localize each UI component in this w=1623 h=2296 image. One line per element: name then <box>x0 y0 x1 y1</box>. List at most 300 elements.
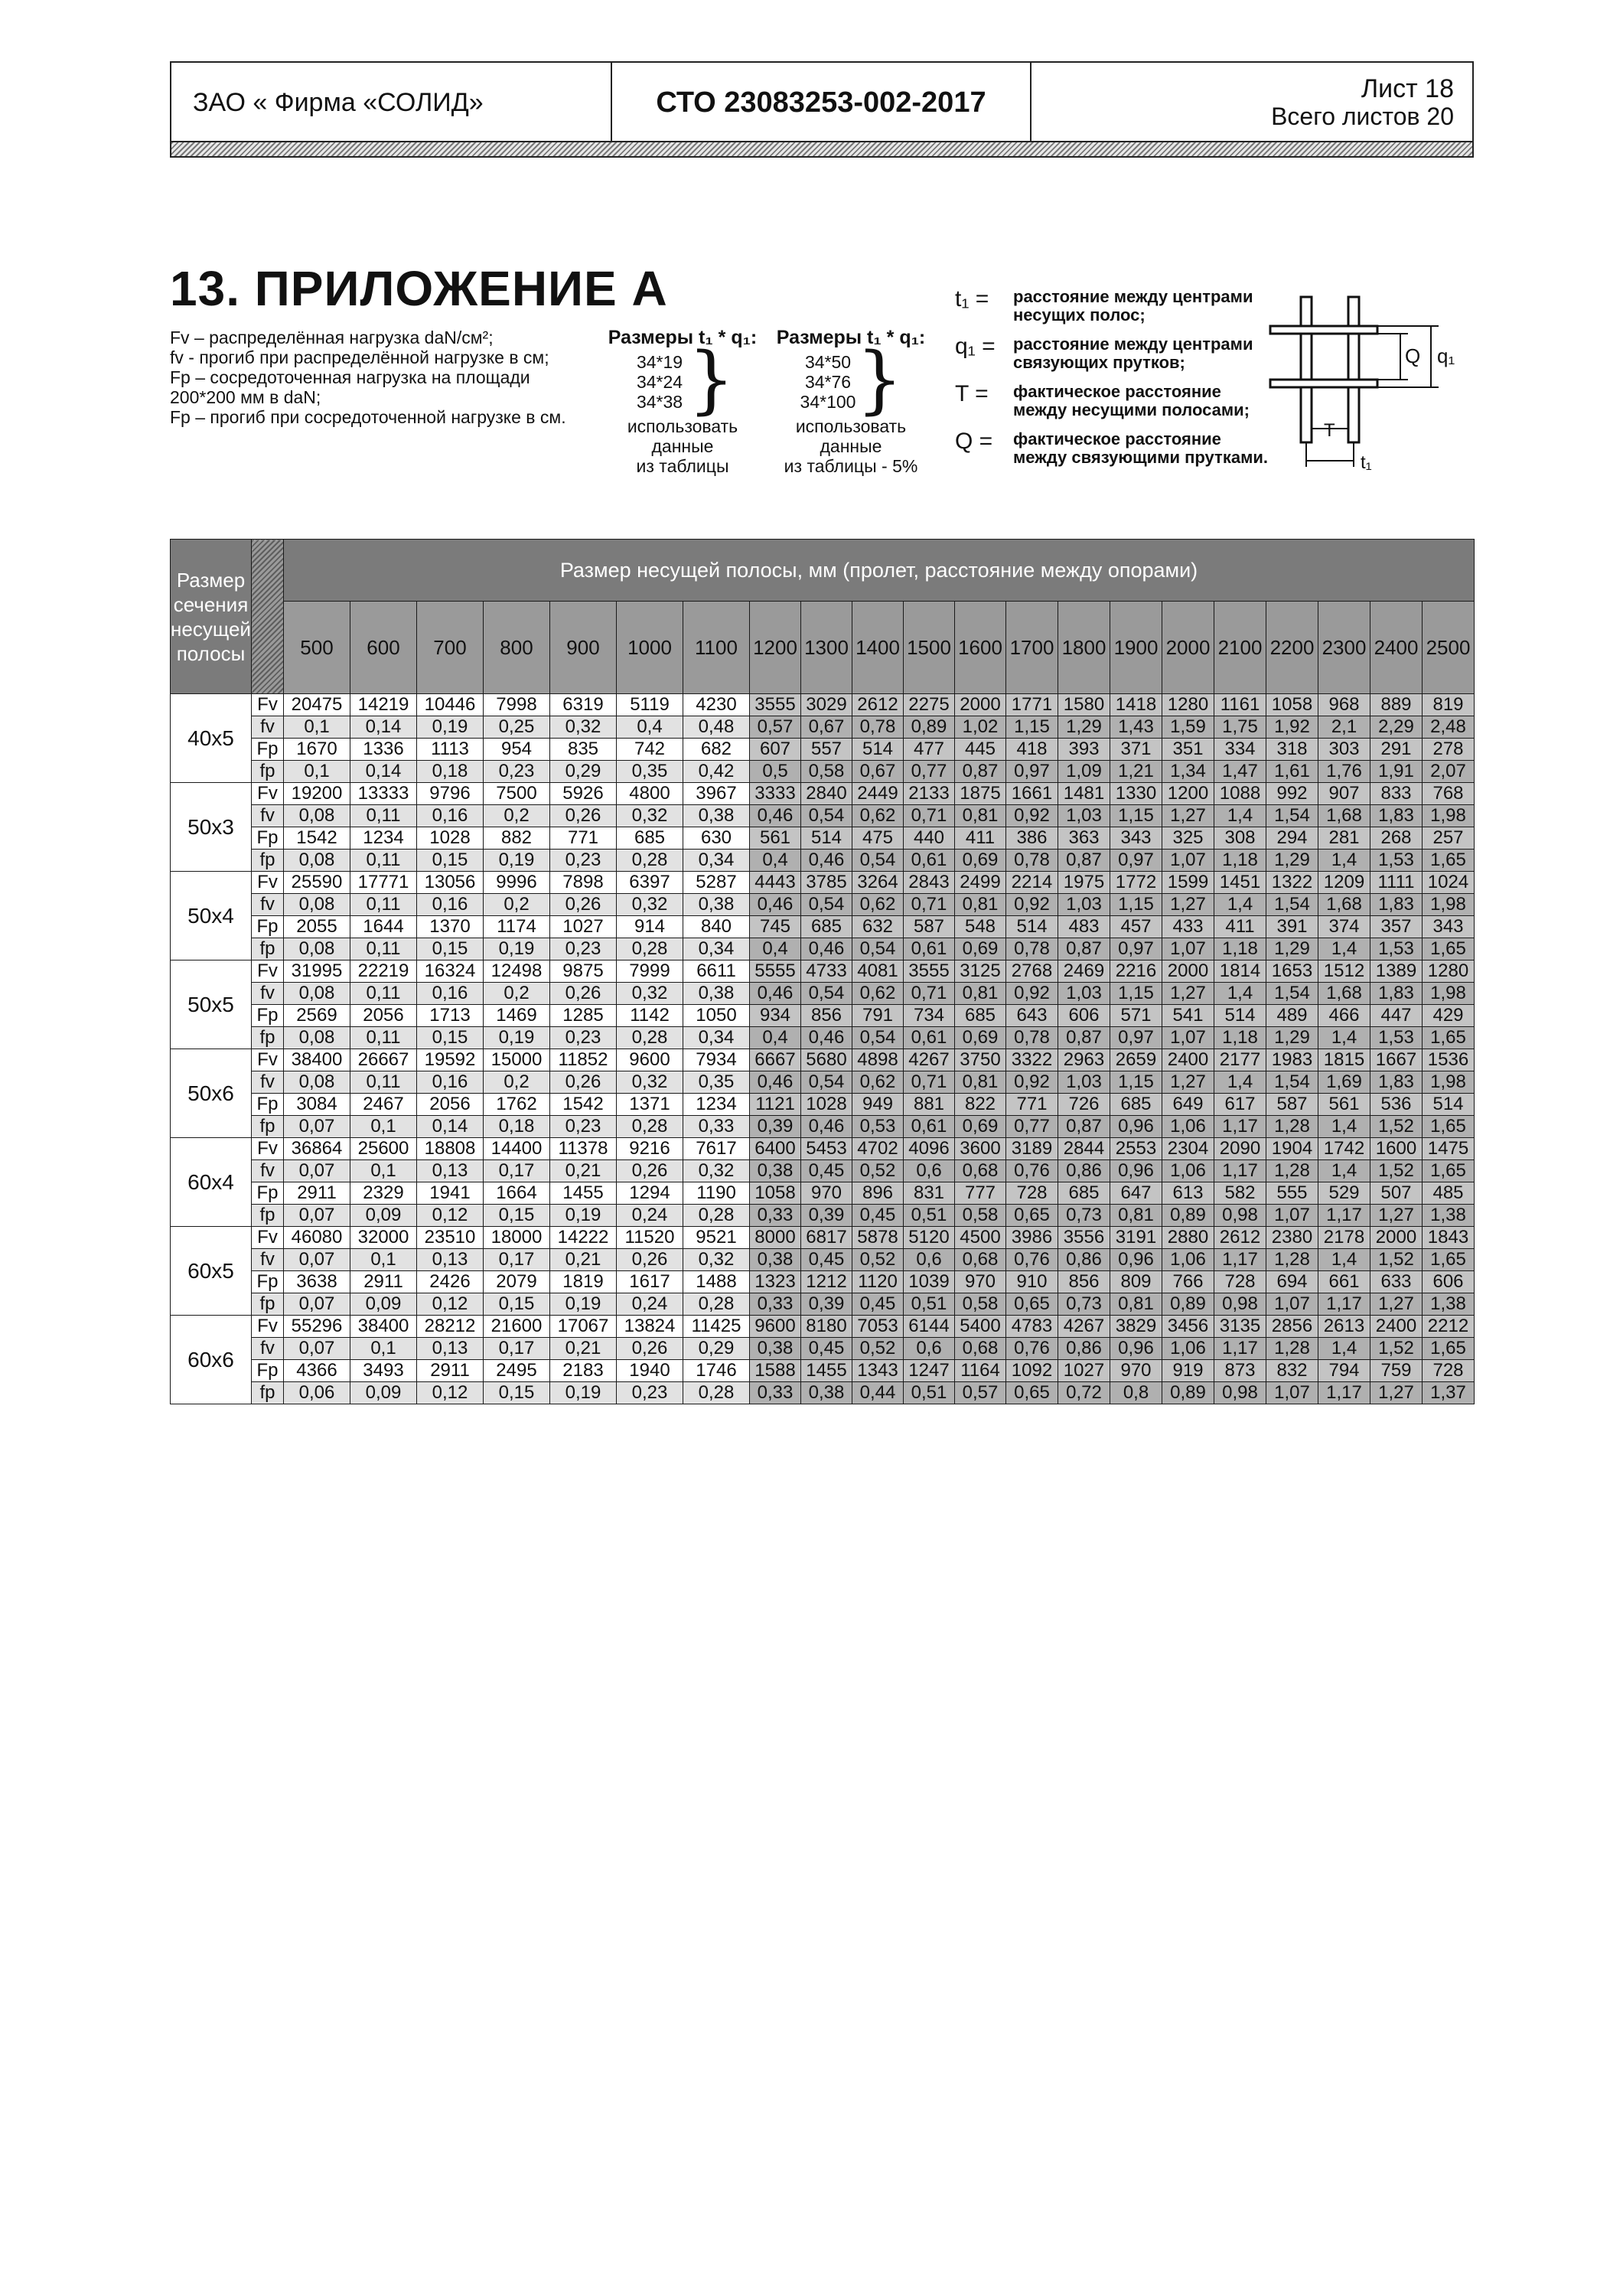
value-cell: 391 <box>1266 916 1318 938</box>
value-cell: 0,58 <box>955 1293 1006 1316</box>
param-label: Fp <box>252 1094 284 1116</box>
value-cell: 278 <box>1423 739 1475 761</box>
value-cell: 881 <box>904 1094 955 1116</box>
value-cell: 0,96 <box>1110 1160 1162 1182</box>
value-cell: 771 <box>1006 1094 1058 1116</box>
value-cell: 3493 <box>350 1360 417 1382</box>
value-cell: 1,76 <box>1318 761 1370 783</box>
value-cell: 1941 <box>417 1182 484 1205</box>
value-cell: 16324 <box>417 960 484 983</box>
value-cell: 1,98 <box>1423 805 1475 827</box>
value-cell: 1,07 <box>1162 1027 1214 1049</box>
value-cell: 1027 <box>1058 1360 1110 1382</box>
value-cell: 1,28 <box>1266 1116 1318 1138</box>
value-cell: 1028 <box>417 827 484 850</box>
value-cell: 1,17 <box>1318 1205 1370 1227</box>
value-cell: 0,23 <box>550 850 617 872</box>
table-row <box>171 1116 1475 1138</box>
value-cell: 10446 <box>417 694 484 716</box>
value-cell: 1,68 <box>1318 894 1370 916</box>
value-cell: 0,61 <box>904 1027 955 1049</box>
value-cell: 0,26 <box>617 1338 683 1360</box>
value-cell: 4500 <box>955 1227 1006 1249</box>
value-cell: 3029 <box>801 694 852 716</box>
value-cell: 2449 <box>852 783 904 805</box>
value-cell: 0,78 <box>852 716 904 739</box>
value-cell: 0,2 <box>484 983 550 1005</box>
value-cell: 3191 <box>1110 1227 1162 1249</box>
load-table <box>170 539 1475 1404</box>
table-row <box>171 761 1475 783</box>
value-cell: 466 <box>1318 1005 1370 1027</box>
param-label: Fp <box>252 1005 284 1027</box>
value-cell: 0,51 <box>904 1293 955 1316</box>
value-cell: 1644 <box>350 916 417 938</box>
value-cell: 777 <box>955 1182 1006 1205</box>
value-cell: 0,32 <box>683 1160 750 1182</box>
value-cell: 0,08 <box>284 850 350 872</box>
value-cell: 1,34 <box>1162 761 1214 783</box>
value-cell: 742 <box>617 739 683 761</box>
value-cell: 0,46 <box>750 983 801 1005</box>
value-cell: 26667 <box>350 1049 417 1071</box>
value-cell: 587 <box>1266 1094 1318 1116</box>
value-cell: 5555 <box>750 960 801 983</box>
table-row <box>171 1182 1475 1205</box>
value-cell: 1280 <box>1423 960 1475 983</box>
table-row <box>171 1205 1475 1227</box>
value-cell: 0,07 <box>284 1116 350 1138</box>
value-cell: 2329 <box>350 1182 417 1205</box>
span-header: 1400 <box>852 602 904 694</box>
param-label: fv <box>252 805 284 827</box>
span-header: 2000 <box>1162 602 1214 694</box>
sizes-group-a <box>598 328 767 476</box>
value-cell: 11520 <box>617 1227 683 1249</box>
param-label: Fv <box>252 872 284 894</box>
value-cell: 1772 <box>1110 872 1162 894</box>
value-cell: 0,11 <box>350 805 417 827</box>
value-cell: 514 <box>1006 916 1058 938</box>
value-cell: 9796 <box>417 783 484 805</box>
param-label: fv <box>252 894 284 916</box>
value-cell: 1742 <box>1318 1138 1370 1160</box>
value-cell: 0,46 <box>750 894 801 916</box>
value-cell: 0,68 <box>955 1338 1006 1360</box>
value-cell: 0,35 <box>683 1071 750 1094</box>
value-cell: 1120 <box>852 1271 904 1293</box>
value-cell: 1209 <box>1318 872 1370 894</box>
size-value: 34*76 <box>804 372 852 392</box>
table-row <box>171 1071 1475 1094</box>
value-cell: 2963 <box>1058 1049 1110 1071</box>
value-cell: 13056 <box>417 872 484 894</box>
value-cell: 1024 <box>1423 872 1475 894</box>
value-cell: 0,42 <box>683 761 750 783</box>
value-cell: 0,15 <box>417 938 484 960</box>
value-cell: 1,52 <box>1370 1116 1423 1138</box>
value-cell: 0,97 <box>1006 761 1058 783</box>
value-cell: 0,23 <box>550 1116 617 1138</box>
value-cell: 0,58 <box>955 1205 1006 1227</box>
value-cell: 1542 <box>550 1094 617 1116</box>
value-cell: 1512 <box>1318 960 1370 983</box>
section-name: 50x3 <box>171 783 252 872</box>
value-cell: 0,8 <box>1110 1382 1162 1404</box>
value-cell: 1475 <box>1423 1138 1475 1160</box>
param-label: Fp <box>252 1182 284 1205</box>
value-cell: 0,71 <box>904 983 955 1005</box>
value-cell: 0,69 <box>955 1027 1006 1049</box>
value-cell: 4443 <box>750 872 801 894</box>
value-cell: 0,12 <box>417 1293 484 1316</box>
table-row <box>171 1316 1475 1338</box>
value-cell: 1200 <box>1162 783 1214 805</box>
value-cell: 6817 <box>801 1227 852 1249</box>
value-cell: 970 <box>1110 1360 1162 1382</box>
value-cell: 768 <box>1423 783 1475 805</box>
value-cell: 475 <box>852 827 904 850</box>
value-cell: 728 <box>1214 1271 1266 1293</box>
table-row <box>171 739 1475 761</box>
value-cell: 1,09 <box>1058 761 1110 783</box>
value-cell: 5878 <box>852 1227 904 1249</box>
value-cell: 447 <box>1370 1005 1423 1027</box>
value-cell: 2612 <box>852 694 904 716</box>
legend-line: Fp – прогиб при сосредоточенной нагрузке в см. <box>170 407 566 427</box>
value-cell: 0,38 <box>750 1249 801 1271</box>
value-cell: 1536 <box>1423 1049 1475 1071</box>
section-name: 40x5 <box>171 694 252 783</box>
value-cell: 0,23 <box>550 1027 617 1049</box>
value-cell: 0,87 <box>1058 1116 1110 1138</box>
value-cell: 0,45 <box>801 1338 852 1360</box>
value-cell: 0,45 <box>801 1160 852 1182</box>
value-cell: 0,38 <box>683 894 750 916</box>
value-cell: 1762 <box>484 1094 550 1116</box>
value-cell: 1,4 <box>1318 1160 1370 1182</box>
value-cell: 555 <box>1266 1182 1318 1205</box>
value-cell: 726 <box>1058 1094 1110 1116</box>
value-cell: 268 <box>1370 827 1423 850</box>
value-cell: 0,54 <box>801 1071 852 1094</box>
value-cell: 0,14 <box>350 716 417 739</box>
value-cell: 0,15 <box>484 1293 550 1316</box>
value-cell: 257 <box>1423 827 1475 850</box>
value-cell: 14222 <box>550 1227 617 1249</box>
value-cell: 0,61 <box>904 850 955 872</box>
value-cell: 1,27 <box>1162 1071 1214 1094</box>
param-label: fp <box>252 1205 284 1227</box>
value-cell: 3125 <box>955 960 1006 983</box>
value-cell: 3456 <box>1162 1316 1214 1338</box>
value-cell: 0,1 <box>350 1338 417 1360</box>
value-cell: 0,19 <box>550 1382 617 1404</box>
value-cell: 0,1 <box>284 716 350 739</box>
param-label: Fv <box>252 694 284 716</box>
param-label: Fp <box>252 827 284 850</box>
value-cell: 1,53 <box>1370 938 1423 960</box>
value-cell: 0,32 <box>617 983 683 1005</box>
table-row <box>171 1382 1475 1404</box>
value-cell: 0,52 <box>852 1249 904 1271</box>
value-cell: 0,2 <box>484 1071 550 1094</box>
value-cell: 1,38 <box>1423 1293 1475 1316</box>
value-cell: 5119 <box>617 694 683 716</box>
value-cell: 1599 <box>1162 872 1214 894</box>
value-cell: 2079 <box>484 1271 550 1293</box>
value-cell: 1,17 <box>1214 1160 1266 1182</box>
value-cell: 0,61 <box>904 1116 955 1138</box>
value-cell: 1,98 <box>1423 983 1475 1005</box>
value-cell: 1164 <box>955 1360 1006 1382</box>
param-label: fv <box>252 1160 284 1182</box>
value-cell: 2000 <box>1370 1227 1423 1249</box>
value-cell: 0,58 <box>801 761 852 783</box>
value-cell: 0,19 <box>550 1293 617 1316</box>
value-cell: 734 <box>904 1005 955 1027</box>
value-cell: 3600 <box>955 1138 1006 1160</box>
value-cell: 3555 <box>750 694 801 716</box>
value-cell: 1113 <box>417 739 484 761</box>
span-header: 700 <box>417 602 484 694</box>
value-cell: 1661 <box>1006 783 1058 805</box>
value-cell: 1,03 <box>1058 983 1110 1005</box>
sizes-note: данные <box>651 436 714 456</box>
value-cell: 2000 <box>955 694 1006 716</box>
value-cell: 529 <box>1318 1182 1370 1205</box>
value-cell: 1,53 <box>1370 1027 1423 1049</box>
value-cell: 0,45 <box>801 1249 852 1271</box>
definition-item <box>955 288 1276 325</box>
value-cell: 46080 <box>284 1227 350 1249</box>
value-cell: 1,68 <box>1318 805 1370 827</box>
value-cell: 2275 <box>904 694 955 716</box>
value-cell: 7898 <box>550 872 617 894</box>
value-cell: 1,27 <box>1370 1293 1423 1316</box>
value-cell: 0,23 <box>617 1382 683 1404</box>
value-cell: 910 <box>1006 1271 1058 1293</box>
param-label: Fp <box>252 1360 284 1382</box>
value-cell: 1,52 <box>1370 1338 1423 1360</box>
value-cell: 0,08 <box>284 894 350 916</box>
value-cell: 1058 <box>750 1182 801 1205</box>
value-cell: 0,46 <box>750 1071 801 1094</box>
value-cell: 0,23 <box>550 938 617 960</box>
value-cell: 0,89 <box>1162 1382 1214 1404</box>
value-cell: 633 <box>1370 1271 1423 1293</box>
section-name: 50x4 <box>171 872 252 960</box>
value-cell: 0,19 <box>550 1205 617 1227</box>
value-cell: 1371 <box>617 1094 683 1116</box>
value-cell: 1,29 <box>1266 1027 1318 1049</box>
value-cell: 0,78 <box>1006 1027 1058 1049</box>
value-cell: 1670 <box>284 739 350 761</box>
value-cell: 0,77 <box>904 761 955 783</box>
value-cell: 7500 <box>484 783 550 805</box>
value-cell: 21600 <box>484 1316 550 1338</box>
value-cell: 1,52 <box>1370 1249 1423 1271</box>
value-cell: 1234 <box>350 827 417 850</box>
value-cell: 587 <box>904 916 955 938</box>
value-cell: 919 <box>1162 1360 1214 1382</box>
value-cell: 36864 <box>284 1138 350 1160</box>
value-cell: 2840 <box>801 783 852 805</box>
value-cell: 1027 <box>550 916 617 938</box>
value-cell: 0,07 <box>284 1249 350 1271</box>
value-cell: 0,33 <box>750 1205 801 1227</box>
value-cell: 4267 <box>904 1049 955 1071</box>
value-cell: 914 <box>617 916 683 938</box>
value-cell: 1418 <box>1110 694 1162 716</box>
value-cell: 1451 <box>1214 872 1266 894</box>
value-cell: 4800 <box>617 783 683 805</box>
size-value: 34*38 <box>636 392 683 412</box>
value-cell: 38400 <box>350 1316 417 1338</box>
param-label: fp <box>252 761 284 783</box>
value-cell: 0,14 <box>350 761 417 783</box>
value-cell: 23510 <box>417 1227 484 1249</box>
value-cell: 0,98 <box>1214 1293 1266 1316</box>
value-cell: 856 <box>1058 1271 1110 1293</box>
param-label: fv <box>252 1071 284 1094</box>
value-cell: 0,28 <box>617 938 683 960</box>
value-cell: 0,07 <box>284 1160 350 1182</box>
section-title: 13. ПРИЛОЖЕНИЕ А <box>170 261 668 316</box>
value-cell: 1,29 <box>1266 850 1318 872</box>
value-cell: 0,69 <box>955 850 1006 872</box>
table-row <box>171 1338 1475 1360</box>
value-cell: 0,33 <box>683 1116 750 1138</box>
value-cell: 0,26 <box>617 1249 683 1271</box>
table-row <box>171 1160 1475 1182</box>
value-cell: 2911 <box>417 1360 484 1382</box>
value-cell: 541 <box>1162 1005 1214 1027</box>
value-cell: 0,97 <box>1110 1027 1162 1049</box>
value-cell: 303 <box>1318 739 1370 761</box>
value-cell: 3638 <box>284 1271 350 1293</box>
value-cell: 694 <box>1266 1271 1318 1293</box>
value-cell: 0,21 <box>550 1249 617 1271</box>
value-cell: 1,15 <box>1110 805 1162 827</box>
param-label: fp <box>252 938 284 960</box>
value-cell: 0,16 <box>417 1071 484 1094</box>
brace-icon: } <box>856 337 904 422</box>
value-cell: 1,17 <box>1318 1382 1370 1404</box>
value-cell: 1580 <box>1058 694 1110 716</box>
value-cell: 561 <box>750 827 801 850</box>
value-cell: 4783 <box>1006 1316 1058 1338</box>
value-cell: 3264 <box>852 872 904 894</box>
value-cell: 0,13 <box>417 1338 484 1360</box>
value-cell: 1771 <box>1006 694 1058 716</box>
sheet-info <box>1031 63 1472 142</box>
span-header: 2500 <box>1423 602 1475 694</box>
value-cell: 649 <box>1162 1094 1214 1116</box>
value-cell: 954 <box>484 739 550 761</box>
value-cell: 318 <box>1266 739 1318 761</box>
value-cell: 630 <box>683 827 750 850</box>
value-cell: 0,28 <box>683 1382 750 1404</box>
value-cell: 0,12 <box>417 1205 484 1227</box>
value-cell: 291 <box>1370 739 1423 761</box>
value-cell: 819 <box>1423 694 1475 716</box>
value-cell: 5453 <box>801 1138 852 1160</box>
definition-symbol: T = <box>955 381 989 406</box>
diagram-label-t1: t₁ <box>1361 452 1372 473</box>
value-cell: 325 <box>1162 827 1214 850</box>
value-cell: 2,07 <box>1423 761 1475 783</box>
value-cell: 0,35 <box>617 761 683 783</box>
span-header: 800 <box>484 602 550 694</box>
value-cell: 1,06 <box>1162 1249 1214 1271</box>
value-cell: 1713 <box>417 1005 484 1027</box>
table-row <box>171 1027 1475 1049</box>
section-name: 50x5 <box>171 960 252 1049</box>
value-cell: 489 <box>1266 1005 1318 1027</box>
value-cell: 822 <box>955 1094 1006 1116</box>
value-cell: 1,65 <box>1423 850 1475 872</box>
value-cell: 0,4 <box>750 1027 801 1049</box>
value-cell: 2880 <box>1162 1227 1214 1249</box>
diagram-label-t: T <box>1324 420 1335 441</box>
value-cell: 1,06 <box>1162 1160 1214 1182</box>
value-cell: 411 <box>955 827 1006 850</box>
value-cell: 0,4 <box>617 716 683 739</box>
value-cell: 1600 <box>1370 1138 1423 1160</box>
value-cell: 613 <box>1162 1182 1214 1205</box>
value-cell: 831 <box>904 1182 955 1205</box>
value-cell: 0,65 <box>1006 1293 1058 1316</box>
value-cell: 11378 <box>550 1138 617 1160</box>
sizes-note: данные <box>820 436 882 456</box>
sizes-note: использовать <box>627 416 738 436</box>
value-cell: 1,07 <box>1266 1205 1318 1227</box>
value-cell: 8000 <box>750 1227 801 1249</box>
value-cell: 1,15 <box>1110 894 1162 916</box>
value-cell: 3135 <box>1214 1316 1266 1338</box>
value-cell: 429 <box>1423 1005 1475 1027</box>
span-header: 2200 <box>1266 602 1318 694</box>
value-cell: 1,38 <box>1423 1205 1475 1227</box>
param-label: Fp <box>252 1271 284 1293</box>
standard-number: СТО 23083253-002-2017 <box>612 63 1031 142</box>
value-cell: 0,39 <box>801 1293 852 1316</box>
value-cell: 0,81 <box>955 983 1006 1005</box>
value-cell: 1,18 <box>1214 850 1266 872</box>
value-cell: 2,1 <box>1318 716 1370 739</box>
value-cell: 0,57 <box>750 716 801 739</box>
span-header: 900 <box>550 602 617 694</box>
value-cell: 1,15 <box>1110 1071 1162 1094</box>
value-cell: 0,62 <box>852 805 904 827</box>
value-cell: 0,39 <box>750 1116 801 1138</box>
value-cell: 483 <box>1058 916 1110 938</box>
value-cell: 0,33 <box>750 1293 801 1316</box>
value-cell: 685 <box>617 827 683 850</box>
param-label: Fp <box>252 916 284 938</box>
value-cell: 5926 <box>550 783 617 805</box>
span-header: 500 <box>284 602 350 694</box>
value-cell: 1,98 <box>1423 1071 1475 1094</box>
value-cell: 1,4 <box>1318 938 1370 960</box>
value-cell: 896 <box>852 1182 904 1205</box>
value-cell: 3556 <box>1058 1227 1110 1249</box>
value-cell: 0,73 <box>1058 1293 1110 1316</box>
value-cell: 343 <box>1423 916 1475 938</box>
value-cell: 1,54 <box>1266 805 1318 827</box>
value-cell: 1,18 <box>1214 938 1266 960</box>
